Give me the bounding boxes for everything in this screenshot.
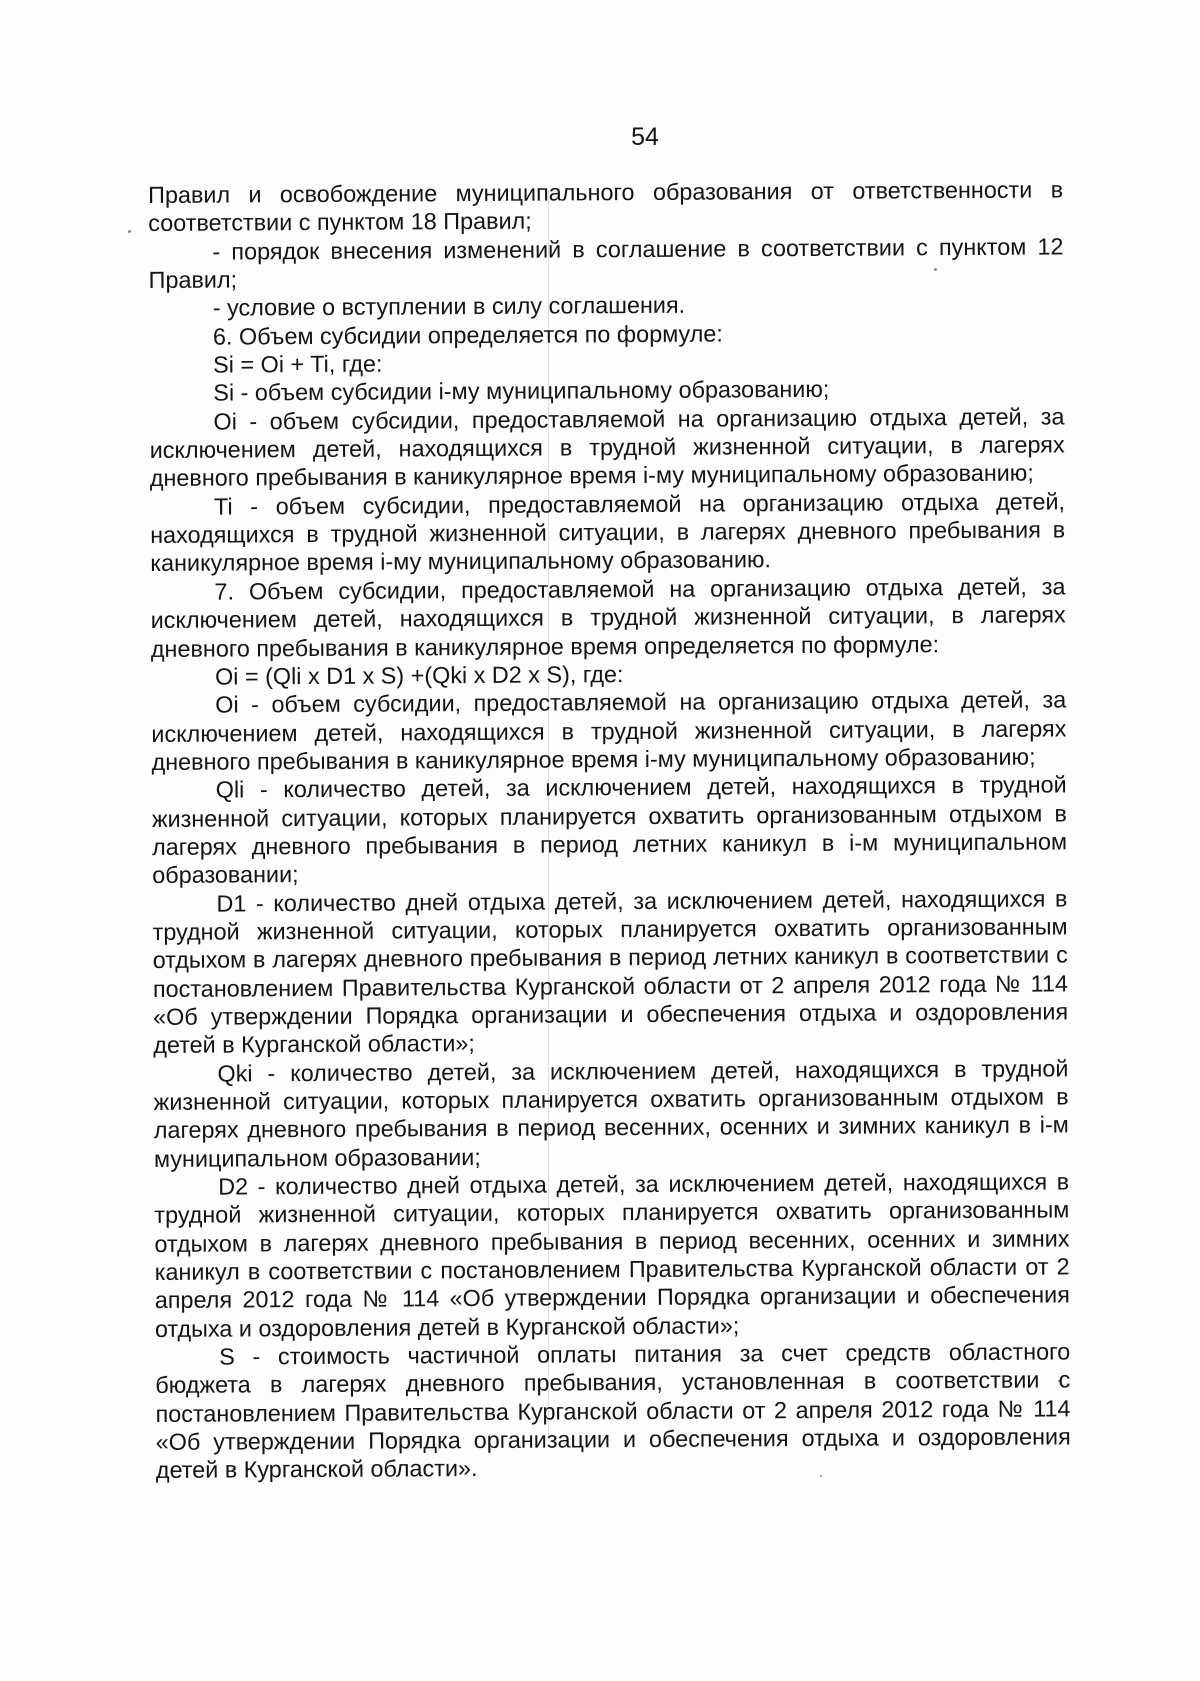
paragraph-item-6: 6. Объем субсидии определяется по формуле: — [212, 320, 723, 350]
definition-d2: D2 - количество дней отдыха детей, за исключением детей, находящихся в трудной жизненной ситуации, которых планируется охватить организованным отдыхом в лагерях дневного пребывания в период весенних, осенних и зимних каникул в соответствии с постановлением Правительства Курганской области от 2 апреля 2012 года № 114 «Об утверждении Порядка организации и обеспечения отдыха и оздоровления детей в Курганской области»; — [154, 1168, 1070, 1342]
definition-oi: Oi - объем субсидии, предоставляемой на организацию отдыха детей, за исключением детей, находящихся в трудной жизненной ситуации, в лагерях дневного пребывания в каникулярное время i-му муниципальному образованию; — [149, 403, 1065, 492]
paragraph-rules-exemption: Правил и освобождение муниципального образования от ответственности в соответствии с пунктом 18 Правил; — [148, 176, 1064, 237]
definition-qli: Qli - количество детей, за исключением детей, находящихся в трудной жизненной ситуации, которых планируется охватить организованным отдыхом в лагерях дневного пребывания в период летних каникул в i-м муниципальном образовании; — [151, 771, 1068, 889]
page-number: 54 — [631, 123, 659, 151]
formula-oi: Oi = (Qli x D1 x S) +(Qki x D2 x S), где: — [214, 660, 624, 690]
definition-qki: Qki - количество детей, за исключением детей, находящихся в трудной жизненной ситуации, которых планируется охватить организованным отдыхом в лагерях дневного пребывания в период весенних, осенних и зимних каникул в i-м муниципальном образовании; — [153, 1055, 1069, 1172]
paragraph-item-7: 7. Объем субсидии, предоставляемой на организацию отдыха детей, за исключением детей, находящихся в трудной жизненной ситуации, в лагерях дневного пребывания в каникулярное время определяется по формуле: — [150, 573, 1066, 662]
formula-si: Si = Oi + Ti, где: — [213, 350, 383, 378]
scan-speck — [128, 230, 131, 233]
document-body — [148, 175, 1071, 1484]
paragraph-amendment-procedure: - порядок внесения изменений в соглашение в соответствии с пунктом 12 Правил; — [148, 233, 1064, 294]
definition-si: Si - объем субсидии i-му муниципальному образованию; — [213, 376, 830, 407]
definition-oi-repeat: Oi - объем субсидии, предоставляемой на организацию отдыха детей, за исключением детей, находящихся в трудной жизненной ситуации, в лагерях дневного пребывания в каникулярное время i-му муниципальному образованию; — [151, 686, 1067, 775]
definition-s: S - стоимость частичной оплаты питания за счет средств областного бюджета в лагерях дневного пребывания, установленная в соответствии с постановлением Правительства Курганской области от 2 апреля 2012 года № 114 «Об утверждении Порядка организации и обеспечения отдыха и оздоровления детей в Курганской области». — [155, 1338, 1071, 1484]
paragraph-entry-into-force: - условие о вступлении в силу соглашения. — [212, 292, 686, 321]
definition-d1: D1 - количество дней отдыха детей, за исключением детей, находящихся в трудной жизненной ситуации, которых планируется охватить организованным отдыхом в лагерях дневного пребывания в период летних каникул в соответствии с постановлением Правительства Курганской области от 2 апреля 2012 года № 114 «Об утверждении Порядка организации и обеспечения отдыха и оздоровления детей в Курганской области»; — [152, 884, 1069, 1059]
definition-ti: Ti - объем субсидии, предоставляемой на организацию отдыха детей, находящихся в трудной жизненной ситуации, в лагерях дневного пребывания в каникулярное время i-му муниципальному образованию. — [150, 488, 1066, 577]
